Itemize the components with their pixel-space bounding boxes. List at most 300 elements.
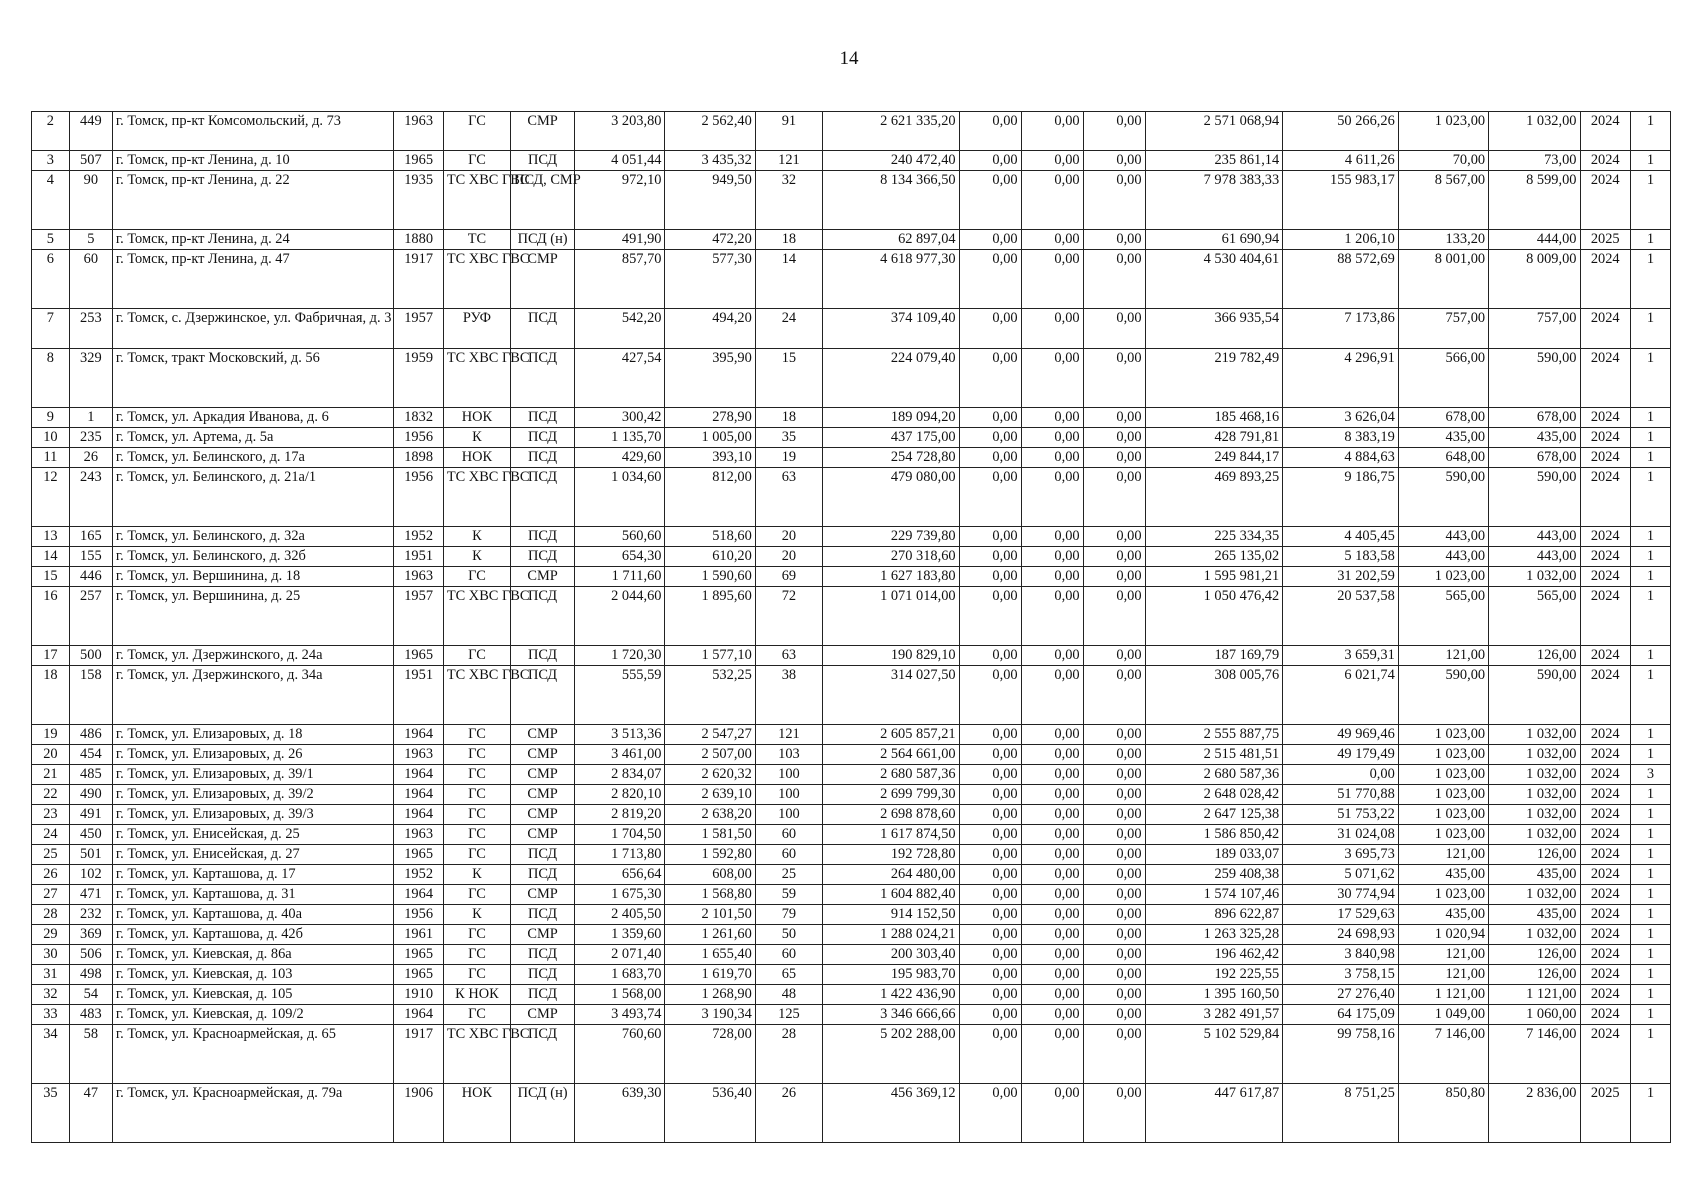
area-living-cell: 1 592,80 [665, 845, 755, 865]
cost-total-cell: 2 621 335,20 [823, 112, 960, 151]
address-cell: г. Томск, ул. Елизаровых, д. 26 [112, 745, 394, 765]
method-code-cell: 1 [1630, 587, 1670, 646]
cost-fund-2-cell: 0,00 [1021, 250, 1083, 309]
system-type-cell: К [443, 527, 510, 547]
house-id-cell: 491 [69, 805, 112, 825]
cost-fund-1-cell: 0,00 [959, 567, 1021, 587]
house-id-cell: 47 [69, 1084, 112, 1143]
unit-cost-limit-cell: 435,00 [1489, 428, 1580, 448]
row-number-cell: 6 [32, 250, 70, 309]
cost-fund-5-cell: 50 266,26 [1283, 112, 1399, 151]
area-total-cell: 1 720,30 [575, 646, 665, 666]
unit-cost-limit-cell: 443,00 [1489, 527, 1580, 547]
unit-cost-limit-cell: 126,00 [1489, 945, 1580, 965]
unit-cost-cell: 566,00 [1398, 349, 1488, 408]
table-row [32, 985, 1671, 1005]
build-year-cell: 1965 [394, 965, 443, 985]
area-total-cell: 429,60 [575, 448, 665, 468]
cost-fund-4-cell: 1 574 107,46 [1145, 885, 1283, 905]
house-id-cell: 369 [69, 925, 112, 945]
cost-fund-3-cell: 0,00 [1083, 805, 1145, 825]
cost-fund-5-cell: 49 179,49 [1283, 745, 1399, 765]
residents-count-cell: 79 [755, 905, 822, 925]
unit-cost-limit-cell: 435,00 [1489, 905, 1580, 925]
cost-fund-3-cell: 0,00 [1083, 468, 1145, 527]
area-total-cell: 2 044,60 [575, 587, 665, 646]
house-id-cell: 449 [69, 112, 112, 151]
table-row [32, 112, 1671, 151]
build-year-cell: 1957 [394, 309, 443, 349]
unit-cost-limit-cell: 435,00 [1489, 865, 1580, 885]
method-code-cell: 1 [1630, 112, 1670, 151]
row-number-cell: 20 [32, 745, 70, 765]
area-living-cell: 1 568,80 [665, 885, 755, 905]
build-year-cell: 1964 [394, 725, 443, 745]
cost-fund-2-cell: 0,00 [1021, 945, 1083, 965]
cost-fund-4-cell: 366 935,54 [1145, 309, 1283, 349]
cost-fund-5-cell: 4 611,26 [1283, 151, 1399, 171]
residents-count-cell: 20 [755, 547, 822, 567]
row-number-cell: 8 [32, 349, 70, 408]
area-total-cell: 654,30 [575, 547, 665, 567]
area-living-cell: 610,20 [665, 547, 755, 567]
table-row [32, 646, 1671, 666]
cost-fund-2-cell: 0,00 [1021, 865, 1083, 885]
completion-year-cell: 2024 [1580, 250, 1630, 309]
area-living-cell: 393,10 [665, 448, 755, 468]
cost-fund-5-cell: 4 296,91 [1283, 349, 1399, 408]
table-row [32, 945, 1671, 965]
table-row [32, 151, 1671, 171]
area-living-cell: 608,00 [665, 865, 755, 885]
table-row [32, 428, 1671, 448]
build-year-cell: 1965 [394, 845, 443, 865]
work-type-cell: СМР [511, 805, 575, 825]
unit-cost-limit-cell: 444,00 [1489, 230, 1580, 250]
system-type-cell: ГС [443, 885, 510, 905]
cost-fund-3-cell: 0,00 [1083, 925, 1145, 945]
method-code-cell: 1 [1630, 885, 1670, 905]
cost-fund-1-cell: 0,00 [959, 666, 1021, 725]
unit-cost-cell: 1 121,00 [1398, 985, 1488, 1005]
cost-fund-4-cell: 1 595 981,21 [1145, 567, 1283, 587]
unit-cost-cell: 1 023,00 [1398, 745, 1488, 765]
table-row [32, 587, 1671, 646]
cost-fund-2-cell: 0,00 [1021, 785, 1083, 805]
cost-fund-2-cell: 0,00 [1021, 408, 1083, 428]
work-type-cell: ПСД [511, 408, 575, 428]
house-id-cell: 506 [69, 945, 112, 965]
method-code-cell: 1 [1630, 1084, 1670, 1143]
completion-year-cell: 2024 [1580, 408, 1630, 428]
cost-fund-1-cell: 0,00 [959, 785, 1021, 805]
unit-cost-limit-cell: 1 032,00 [1489, 765, 1580, 785]
cost-total-cell: 2 564 661,00 [823, 745, 960, 765]
work-type-cell: СМР [511, 745, 575, 765]
cost-total-cell: 189 094,20 [823, 408, 960, 428]
house-id-cell: 165 [69, 527, 112, 547]
table-row [32, 745, 1671, 765]
cost-fund-1-cell: 0,00 [959, 765, 1021, 785]
unit-cost-cell: 590,00 [1398, 666, 1488, 725]
build-year-cell: 1964 [394, 785, 443, 805]
row-number-cell: 35 [32, 1084, 70, 1143]
unit-cost-limit-cell: 73,00 [1489, 151, 1580, 171]
area-total-cell: 1 713,80 [575, 845, 665, 865]
area-living-cell: 2 639,10 [665, 785, 755, 805]
row-number-cell: 10 [32, 428, 70, 448]
house-id-cell: 155 [69, 547, 112, 567]
cost-fund-3-cell: 0,00 [1083, 845, 1145, 865]
area-living-cell: 3 190,34 [665, 1005, 755, 1025]
system-type-cell: ТС ХВС ГВС [443, 666, 510, 725]
system-type-cell: ТС ХВС ГВС [443, 250, 510, 309]
row-number-cell: 17 [32, 646, 70, 666]
cost-fund-4-cell: 4 530 404,61 [1145, 250, 1283, 309]
system-type-cell: К [443, 547, 510, 567]
unit-cost-limit-cell: 126,00 [1489, 646, 1580, 666]
method-code-cell: 1 [1630, 905, 1670, 925]
table-row [32, 171, 1671, 230]
cost-fund-1-cell: 0,00 [959, 547, 1021, 567]
cost-fund-4-cell: 1 586 850,42 [1145, 825, 1283, 845]
cost-total-cell: 3 346 666,66 [823, 1005, 960, 1025]
cost-fund-2-cell: 0,00 [1021, 547, 1083, 567]
cost-fund-2-cell: 0,00 [1021, 112, 1083, 151]
unit-cost-limit-cell: 1 032,00 [1489, 825, 1580, 845]
address-cell: г. Томск, ул. Дзержинского, д. 34а [112, 666, 394, 725]
cost-total-cell: 914 152,50 [823, 905, 960, 925]
area-total-cell: 3 513,36 [575, 725, 665, 745]
area-total-cell: 1 034,60 [575, 468, 665, 527]
row-number-cell: 22 [32, 785, 70, 805]
address-cell: г. Томск, ул. Киевская, д. 109/2 [112, 1005, 394, 1025]
residents-count-cell: 100 [755, 765, 822, 785]
row-number-cell: 5 [32, 230, 70, 250]
address-cell: г. Томск, ул. Артема, д. 5а [112, 428, 394, 448]
completion-year-cell: 2024 [1580, 945, 1630, 965]
method-code-cell: 1 [1630, 230, 1670, 250]
residents-count-cell: 35 [755, 428, 822, 448]
unit-cost-cell: 565,00 [1398, 587, 1488, 646]
row-number-cell: 12 [32, 468, 70, 527]
build-year-cell: 1898 [394, 448, 443, 468]
table-row [32, 1084, 1671, 1143]
build-year-cell: 1951 [394, 547, 443, 567]
cost-fund-4-cell: 2 680 587,36 [1145, 765, 1283, 785]
unit-cost-cell: 1 020,94 [1398, 925, 1488, 945]
build-year-cell: 1956 [394, 468, 443, 527]
method-code-cell: 1 [1630, 805, 1670, 825]
row-number-cell: 24 [32, 825, 70, 845]
table-row [32, 805, 1671, 825]
area-living-cell: 472,20 [665, 230, 755, 250]
residents-count-cell: 125 [755, 1005, 822, 1025]
cost-fund-4-cell: 2 648 028,42 [1145, 785, 1283, 805]
system-type-cell: НОК [443, 1084, 510, 1143]
cost-fund-4-cell: 1 263 325,28 [1145, 925, 1283, 945]
cost-total-cell: 1 627 183,80 [823, 567, 960, 587]
cost-fund-4-cell: 896 622,87 [1145, 905, 1283, 925]
system-type-cell: ГС [443, 945, 510, 965]
area-total-cell: 491,90 [575, 230, 665, 250]
address-cell: г. Томск, ул. Карташова, д. 42б [112, 925, 394, 945]
cost-fund-4-cell: 7 978 383,33 [1145, 171, 1283, 230]
area-total-cell: 427,54 [575, 349, 665, 408]
method-code-cell: 1 [1630, 527, 1670, 547]
table-row [32, 725, 1671, 745]
cost-fund-1-cell: 0,00 [959, 885, 1021, 905]
system-type-cell: ТС ХВС ГВС [443, 171, 510, 230]
area-living-cell: 494,20 [665, 309, 755, 349]
residents-count-cell: 60 [755, 825, 822, 845]
method-code-cell: 1 [1630, 567, 1670, 587]
cost-fund-1-cell: 0,00 [959, 349, 1021, 408]
cost-fund-3-cell: 0,00 [1083, 745, 1145, 765]
build-year-cell: 1917 [394, 1025, 443, 1084]
area-total-cell: 760,60 [575, 1025, 665, 1084]
table-row [32, 1025, 1671, 1084]
residents-count-cell: 18 [755, 230, 822, 250]
row-number-cell: 27 [32, 885, 70, 905]
address-cell: г. Томск, ул. Дзержинского, д. 24а [112, 646, 394, 666]
build-year-cell: 1963 [394, 567, 443, 587]
area-living-cell: 532,25 [665, 666, 755, 725]
cost-fund-4-cell: 3 282 491,57 [1145, 1005, 1283, 1025]
unit-cost-cell: 8 567,00 [1398, 171, 1488, 230]
work-type-cell: СМР [511, 765, 575, 785]
cost-fund-4-cell: 196 462,42 [1145, 945, 1283, 965]
cost-fund-1-cell: 0,00 [959, 230, 1021, 250]
cost-fund-3-cell: 0,00 [1083, 825, 1145, 845]
unit-cost-cell: 1 023,00 [1398, 725, 1488, 745]
residents-count-cell: 103 [755, 745, 822, 765]
build-year-cell: 1964 [394, 805, 443, 825]
cost-fund-4-cell: 235 861,14 [1145, 151, 1283, 171]
system-type-cell: ТС ХВС ГВС [443, 587, 510, 646]
unit-cost-cell: 1 023,00 [1398, 765, 1488, 785]
row-number-cell: 19 [32, 725, 70, 745]
cost-fund-1-cell: 0,00 [959, 309, 1021, 349]
residents-count-cell: 59 [755, 885, 822, 905]
cost-total-cell: 2 680 587,36 [823, 765, 960, 785]
cost-fund-2-cell: 0,00 [1021, 666, 1083, 725]
house-id-cell: 243 [69, 468, 112, 527]
work-type-cell: ПСД [511, 905, 575, 925]
cost-fund-3-cell: 0,00 [1083, 230, 1145, 250]
cost-fund-1-cell: 0,00 [959, 985, 1021, 1005]
completion-year-cell: 2024 [1580, 587, 1630, 646]
completion-year-cell: 2024 [1580, 527, 1630, 547]
cost-total-cell: 4 618 977,30 [823, 250, 960, 309]
cost-fund-1-cell: 0,00 [959, 408, 1021, 428]
work-type-cell: СМР [511, 112, 575, 151]
house-id-cell: 26 [69, 448, 112, 468]
method-code-cell: 1 [1630, 1005, 1670, 1025]
area-living-cell: 1 261,60 [665, 925, 755, 945]
cost-fund-5-cell: 155 983,17 [1283, 171, 1399, 230]
completion-year-cell: 2024 [1580, 1005, 1630, 1025]
cost-fund-2-cell: 0,00 [1021, 825, 1083, 845]
cost-fund-5-cell: 49 969,46 [1283, 725, 1399, 745]
residents-count-cell: 48 [755, 985, 822, 1005]
residents-count-cell: 100 [755, 805, 822, 825]
system-type-cell: ТС [443, 230, 510, 250]
row-number-cell: 18 [32, 666, 70, 725]
cost-fund-3-cell: 0,00 [1083, 250, 1145, 309]
cost-fund-3-cell: 0,00 [1083, 527, 1145, 547]
build-year-cell: 1964 [394, 1005, 443, 1025]
unit-cost-limit-cell: 1 032,00 [1489, 745, 1580, 765]
cost-fund-5-cell: 4 884,63 [1283, 448, 1399, 468]
address-cell: г. Томск, ул. Белинского, д. 17а [112, 448, 394, 468]
cost-fund-5-cell: 30 774,94 [1283, 885, 1399, 905]
unit-cost-limit-cell: 1 032,00 [1489, 785, 1580, 805]
cost-fund-5-cell: 0,00 [1283, 765, 1399, 785]
area-total-cell: 2 820,10 [575, 785, 665, 805]
completion-year-cell: 2024 [1580, 666, 1630, 725]
cost-fund-4-cell: 185 468,16 [1145, 408, 1283, 428]
build-year-cell: 1963 [394, 745, 443, 765]
cost-fund-5-cell: 5 071,62 [1283, 865, 1399, 885]
cost-fund-2-cell: 0,00 [1021, 646, 1083, 666]
house-id-cell: 232 [69, 905, 112, 925]
area-total-cell: 1 711,60 [575, 567, 665, 587]
area-total-cell: 542,20 [575, 309, 665, 349]
address-cell: г. Томск, ул. Белинского, д. 32б [112, 547, 394, 567]
address-cell: г. Томск, ул. Елизаровых, д. 39/2 [112, 785, 394, 805]
cost-fund-2-cell: 0,00 [1021, 567, 1083, 587]
system-type-cell: ГС [443, 112, 510, 151]
cost-fund-4-cell: 192 225,55 [1145, 965, 1283, 985]
area-living-cell: 2 638,20 [665, 805, 755, 825]
address-cell: г. Томск, ул. Енисейская, д. 27 [112, 845, 394, 865]
cost-fund-5-cell: 3 840,98 [1283, 945, 1399, 965]
row-number-cell: 26 [32, 865, 70, 885]
cost-fund-4-cell: 249 844,17 [1145, 448, 1283, 468]
cost-total-cell: 2 698 878,60 [823, 805, 960, 825]
cost-fund-2-cell: 0,00 [1021, 230, 1083, 250]
unit-cost-cell: 443,00 [1398, 527, 1488, 547]
system-type-cell: ГС [443, 825, 510, 845]
completion-year-cell: 2025 [1580, 1084, 1630, 1143]
build-year-cell: 1956 [394, 428, 443, 448]
unit-cost-cell: 1 023,00 [1398, 805, 1488, 825]
unit-cost-cell: 1 023,00 [1398, 885, 1488, 905]
system-type-cell: ГС [443, 785, 510, 805]
area-living-cell: 395,90 [665, 349, 755, 408]
cost-fund-1-cell: 0,00 [959, 1084, 1021, 1143]
house-id-cell: 1 [69, 408, 112, 428]
work-type-cell: СМР [511, 885, 575, 905]
work-type-cell: СМР [511, 785, 575, 805]
table-row [32, 309, 1671, 349]
build-year-cell: 1956 [394, 905, 443, 925]
method-code-cell: 3 [1630, 765, 1670, 785]
address-cell: г. Томск, пр-кт Ленина, д. 10 [112, 151, 394, 171]
cost-fund-4-cell: 2 555 887,75 [1145, 725, 1283, 745]
address-cell: г. Томск, пр-кт Ленина, д. 47 [112, 250, 394, 309]
table-row [32, 250, 1671, 309]
cost-fund-5-cell: 88 572,69 [1283, 250, 1399, 309]
method-code-cell: 1 [1630, 309, 1670, 349]
method-code-cell: 1 [1630, 965, 1670, 985]
house-id-cell: 58 [69, 1025, 112, 1084]
row-number-cell: 16 [32, 587, 70, 646]
build-year-cell: 1951 [394, 666, 443, 725]
residents-count-cell: 38 [755, 666, 822, 725]
unit-cost-cell: 121,00 [1398, 965, 1488, 985]
cost-fund-1-cell: 0,00 [959, 112, 1021, 151]
unit-cost-cell: 1 023,00 [1398, 567, 1488, 587]
unit-cost-cell: 1 023,00 [1398, 112, 1488, 151]
residents-count-cell: 91 [755, 112, 822, 151]
cost-fund-3-cell: 0,00 [1083, 765, 1145, 785]
completion-year-cell: 2024 [1580, 845, 1630, 865]
cost-fund-5-cell: 8 751,25 [1283, 1084, 1399, 1143]
cost-fund-3-cell: 0,00 [1083, 885, 1145, 905]
cost-fund-4-cell: 1 395 160,50 [1145, 985, 1283, 1005]
cost-fund-4-cell: 469 893,25 [1145, 468, 1283, 527]
house-id-cell: 507 [69, 151, 112, 171]
area-total-cell: 300,42 [575, 408, 665, 428]
work-type-cell: ПСД [511, 666, 575, 725]
row-number-cell: 33 [32, 1005, 70, 1025]
method-code-cell: 1 [1630, 171, 1670, 230]
cost-fund-5-cell: 64 175,09 [1283, 1005, 1399, 1025]
cost-fund-1-cell: 0,00 [959, 587, 1021, 646]
cost-fund-2-cell: 0,00 [1021, 1005, 1083, 1025]
cost-total-cell: 1 288 024,21 [823, 925, 960, 945]
house-id-cell: 501 [69, 845, 112, 865]
completion-year-cell: 2024 [1580, 468, 1630, 527]
cost-total-cell: 200 303,40 [823, 945, 960, 965]
unit-cost-limit-cell: 565,00 [1489, 587, 1580, 646]
residents-count-cell: 72 [755, 587, 822, 646]
area-total-cell: 3 461,00 [575, 745, 665, 765]
cost-fund-2-cell: 0,00 [1021, 448, 1083, 468]
cost-fund-3-cell: 0,00 [1083, 1005, 1145, 1025]
area-living-cell: 2 547,27 [665, 725, 755, 745]
house-id-cell: 90 [69, 171, 112, 230]
cost-fund-1-cell: 0,00 [959, 845, 1021, 865]
area-total-cell: 857,70 [575, 250, 665, 309]
cost-fund-4-cell: 447 617,87 [1145, 1084, 1283, 1143]
unit-cost-limit-cell: 678,00 [1489, 408, 1580, 428]
cost-fund-2-cell: 0,00 [1021, 725, 1083, 745]
row-number-cell: 4 [32, 171, 70, 230]
cost-fund-5-cell: 4 405,45 [1283, 527, 1399, 547]
house-id-cell: 253 [69, 309, 112, 349]
address-cell: г. Томск, ул. Елизаровых, д. 18 [112, 725, 394, 745]
unit-cost-limit-cell: 8 599,00 [1489, 171, 1580, 230]
cost-fund-1-cell: 0,00 [959, 965, 1021, 985]
unit-cost-limit-cell: 590,00 [1489, 666, 1580, 725]
work-type-cell: ПСД [511, 1025, 575, 1084]
house-id-cell: 500 [69, 646, 112, 666]
cost-fund-1-cell: 0,00 [959, 448, 1021, 468]
cost-fund-5-cell: 3 695,73 [1283, 845, 1399, 865]
table-row [32, 666, 1671, 725]
system-type-cell: ГС [443, 845, 510, 865]
cost-fund-4-cell: 265 135,02 [1145, 547, 1283, 567]
unit-cost-cell: 8 001,00 [1398, 250, 1488, 309]
cost-fund-1-cell: 0,00 [959, 428, 1021, 448]
cost-fund-2-cell: 0,00 [1021, 1025, 1083, 1084]
table-row [32, 547, 1671, 567]
system-type-cell: К [443, 865, 510, 885]
table-row [32, 567, 1671, 587]
